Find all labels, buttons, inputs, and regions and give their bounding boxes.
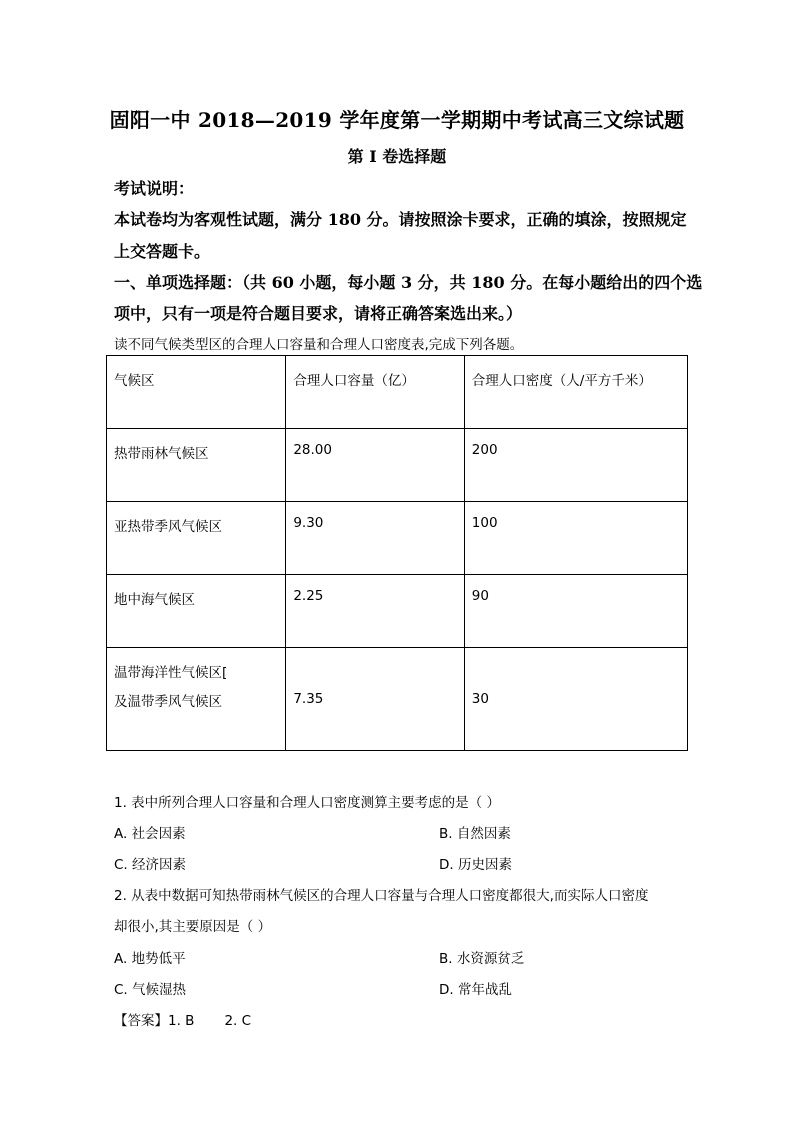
zone-cell: 亚热带季风气候区: [107, 502, 286, 575]
question-2-option-c: C. 气候湿热: [114, 982, 187, 998]
table-row: [107, 502, 688, 575]
answer-label: 【答案】: [114, 1013, 168, 1029]
density-cell: 90: [464, 575, 687, 648]
instructions-line-1: 本试卷均为客观性试题，满分 180 分。请按照涂卡要求，正确的填涂，按照规定: [114, 210, 687, 229]
capacity-cell: 9.30: [286, 502, 464, 575]
answer-line: [114, 1009, 251, 1029]
header-cell: 气候区: [107, 356, 286, 429]
question-2-stem-continued: 却很小,其主要原因是（ ）: [114, 919, 272, 935]
question-2-option-d: D. 常年战乱: [439, 982, 512, 998]
question-1-option-a: A. 社会因素: [114, 826, 186, 842]
header-cell: 合理人口容量（亿）: [286, 356, 464, 429]
density-cell: 100: [464, 502, 687, 575]
answer-text: 1. B 2. C: [168, 1013, 252, 1029]
zone-line-2: 及温带季风气候区: [114, 694, 222, 710]
question-2-stem: 2. 从表中数据可知热带雨林气候区的合理人口容量与合理人口密度都很大,而实际人口密度: [114, 888, 649, 904]
question-2-option-a: A. 地势低平: [114, 951, 186, 967]
exam-title: 固阳一中 2018—2019 学年度第一学期期中考试高三文综试题: [109, 108, 685, 132]
density-cell: 30: [464, 648, 687, 751]
question-2-option-b: B. 水资源贫乏: [439, 951, 525, 967]
density-cell: 200: [464, 429, 687, 502]
capacity-cell: 28.00: [286, 429, 464, 502]
capacity-cell: 7.35: [286, 648, 464, 751]
table-row: [107, 575, 688, 648]
zone-cell: [107, 648, 286, 751]
instructions-line-2: 上交答题卡。: [114, 242, 211, 261]
table-row: [107, 648, 688, 751]
instructions-label: 考试说明：: [114, 179, 195, 198]
header-cell: 合理人口密度（人/平方千米）: [464, 356, 687, 429]
section-heading-2: 项中，只有一项是符合题目要求，请将正确答案选出来。）: [114, 304, 523, 323]
table-row: [107, 429, 688, 502]
question-1-option-c: C. 经济因素: [114, 857, 187, 873]
section-heading-1: 一、单项选择题：（共 60 小题，每小题 3 分，共 180 分。在每小题给出的四个选: [114, 273, 703, 292]
capacity-cell: 2.25: [286, 575, 464, 648]
question-1-option-d: D. 历史因素: [439, 857, 512, 873]
zone-line-1: 温带海洋性气候区[: [114, 665, 228, 681]
population-table: [106, 355, 688, 751]
zone-cell: 热带雨林气候区: [107, 429, 286, 502]
table-header-row: [107, 356, 688, 429]
question-1-stem: 1. 表中所列合理人口容量和合理人口密度测算主要考虑的是（ ）: [114, 795, 500, 811]
table-intro: 读不同气候类型区的合理人口容量和合理人口密度表,完成下列各题。: [114, 337, 524, 353]
zone-cell: 地中海气候区: [107, 575, 286, 648]
question-1-option-b: B. 自然因素: [439, 826, 511, 842]
section-subtitle: 第 I 卷选择题: [347, 147, 447, 166]
